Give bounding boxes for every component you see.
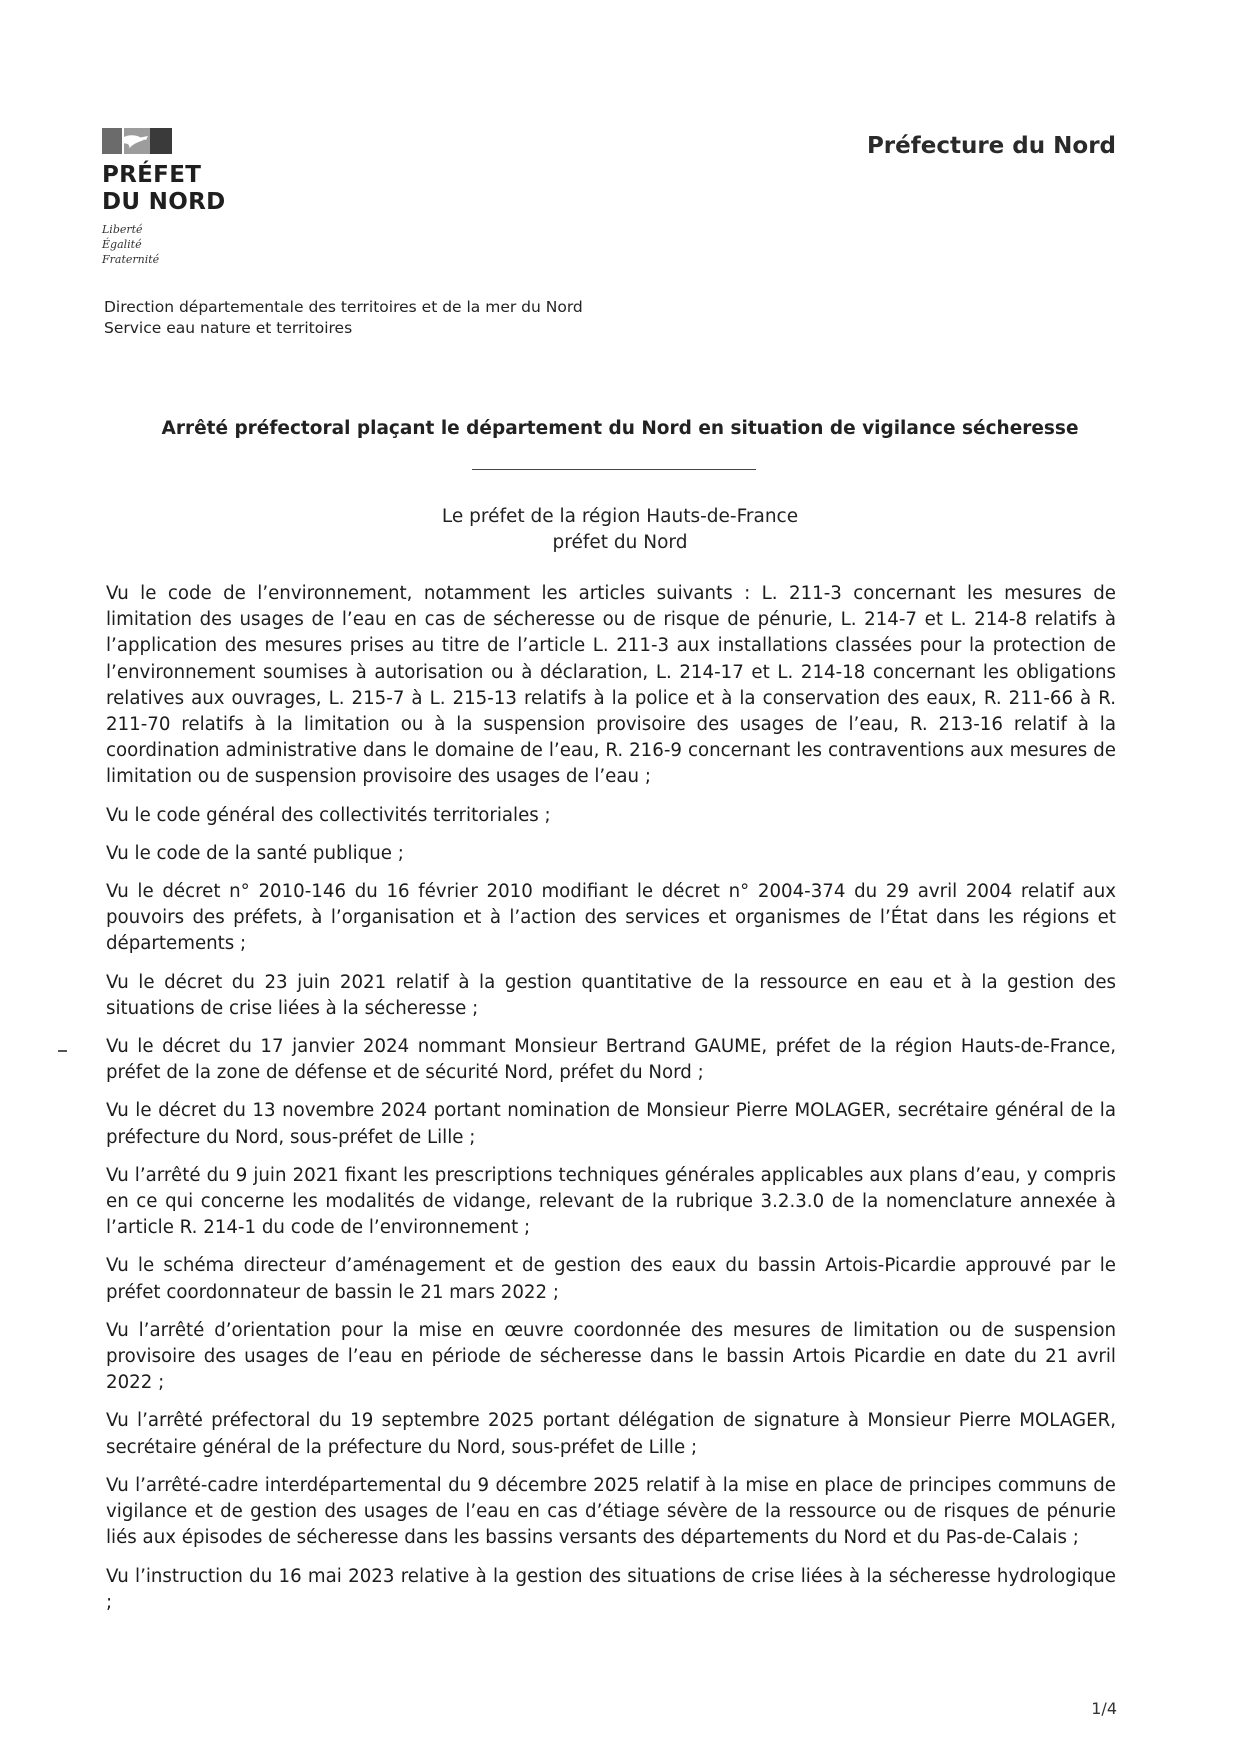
visa-paragraph: Vu le code général des collectivités territoriales ;: [106, 804, 551, 826]
visa-paragraph: Vu le schéma directeur d’aménagement et de gestion des eaux du bassin Artois-Picardie approuvé par le préfet coordonnateur de bassin le 21 mars 2022 ;: [106, 1255, 1116, 1303]
page-number: 1/4: [1091, 1699, 1117, 1718]
authority-line-1: Le préfet de la région Hauts-de-France: [441, 506, 799, 527]
document-body: [106, 581, 1116, 1628]
republic-motto: [102, 222, 225, 267]
visa-paragraph: Vu le décret du 17 janvier 2024 nommant Monsieur Bertrand GAUME, préfet de la région Hauts-de-France, préfet de la zone de défense et de sécurité Nord, préfet du Nord ;: [106, 1036, 1116, 1084]
visa-paragraph: Vu l’arrêté préfectoral du 19 septembre 2025 portant délégation de signature à Monsieur Pierre MOLAGER, secrétaire général de la préfecture du Nord, sous-préfet de Lille ;: [106, 1410, 1116, 1458]
motto-liberte: Liberté: [102, 223, 143, 236]
scan-mark: [58, 1050, 67, 1052]
service-line-1: Direction départementale des territoires et de la mer du Nord: [104, 298, 583, 316]
visa-paragraph: Vu le code de l’environnement, notamment les articles suivants : L. 211-3 concernant les mesures de limitation des usages de l’eau en cas de sécheresse ou de risque de pénurie, L. 214-7 et L. 214-8 relatifs à l’application des mesures prises au titre de l’article L. 211-3 aux installations classées pour la protection de l’environnement soumises à autorisation ou à déclaration, L. 214-17 et L. 214-18 concernant les obligations relatives aux ouvrages, L. 215-7 à L. 215-13 relatifs à la police et à la conservation des eaux, R. 211-66 à R. 211-70 relatifs à la limitation ou à la suspension provisoire des usages de l’eau, R. 213-16 relatif à la coordination administrative dans le domaine de l’eau, R. 216-9 concernant les contraventions aux mesures de limitation ou de suspension provisoire des usages de l’eau ;: [106, 583, 1116, 788]
visa-paragraph: Vu le décret n° 2010-146 du 16 février 2010 modifiant le décret n° 2004-374 du 29 avril 2004 relatif aux pouvoirs des préfets, à l’organisation et à l’action des services et organismes de l’État dans les régions et départements ;: [106, 881, 1116, 955]
issuing-authority: [0, 504, 1240, 556]
motto-egalite: Égalité: [102, 238, 142, 251]
visa-paragraph: Vu le décret du 23 juin 2021 relatif à la gestion quantitative de la ressource en eau et à la gestion des situations de crise liées à la sécheresse ;: [106, 971, 1116, 1019]
document-title: Arrêté préfectoral plaçant le département du Nord en situation de vigilance sécheresse: [161, 418, 1079, 439]
authority-line-2: préfet du Nord: [552, 532, 688, 553]
logo-line-2: DU NORD: [102, 189, 226, 215]
motto-fraternite: Fraternité: [102, 253, 160, 266]
visa-paragraph: Vu l’arrêté du 9 juin 2021 fixant les prescriptions techniques générales applicables aux plans d’eau, y compris en ce qui concerne les modalités de vidange, relevant de la rubrique 3.2.3.0 de la nomenclature annexée à l’article R. 214-1 du code de l’environnement ;: [106, 1164, 1116, 1239]
title-divider: [472, 469, 756, 470]
prefet-logo-block: [102, 128, 225, 267]
visa-paragraph: Vu le code de la santé publique ;: [106, 842, 404, 864]
issuing-service: [104, 297, 583, 339]
visa-paragraph: Vu l’arrêté d’orientation pour la mise en œuvre coordonnée des mesures de limitation ou de suspension provisoire des usages de l’eau en période de sécheresse dans le bassin Artois Picardie en date du 21 avril 2022 ;: [106, 1319, 1116, 1394]
service-line-2: Service eau nature et territoires: [104, 319, 353, 337]
visa-paragraph: Vu l’instruction du 16 mai 2023 relative à la gestion des situations de crise liées à la sécheresse hydrologique ;: [106, 1565, 1116, 1613]
visa-paragraph: Vu l’arrêté-cadre interdépartemental du 9 décembre 2025 relatif à la mise en place de principes communs de vigilance et de gestion des usages de l’eau en cas d’étiage sévère de la ressource ou de risques de pénurie liés aux épisodes de sécheresse dans les bassins versants des départements du Nord et du Pas-de-Calais ;: [106, 1474, 1116, 1549]
marianne-logo-icon: [102, 128, 172, 154]
prefet-du-nord-wordmark: [102, 162, 225, 216]
logo-line-1: PRÉFET: [102, 162, 202, 188]
prefecture-name: Préfecture du Nord: [866, 133, 1116, 159]
visa-paragraph: Vu le décret du 13 novembre 2024 portant nomination de Monsieur Pierre MOLAGER, secrétaire général de la préfecture du Nord, sous-préfet de Lille ;: [106, 1100, 1116, 1148]
